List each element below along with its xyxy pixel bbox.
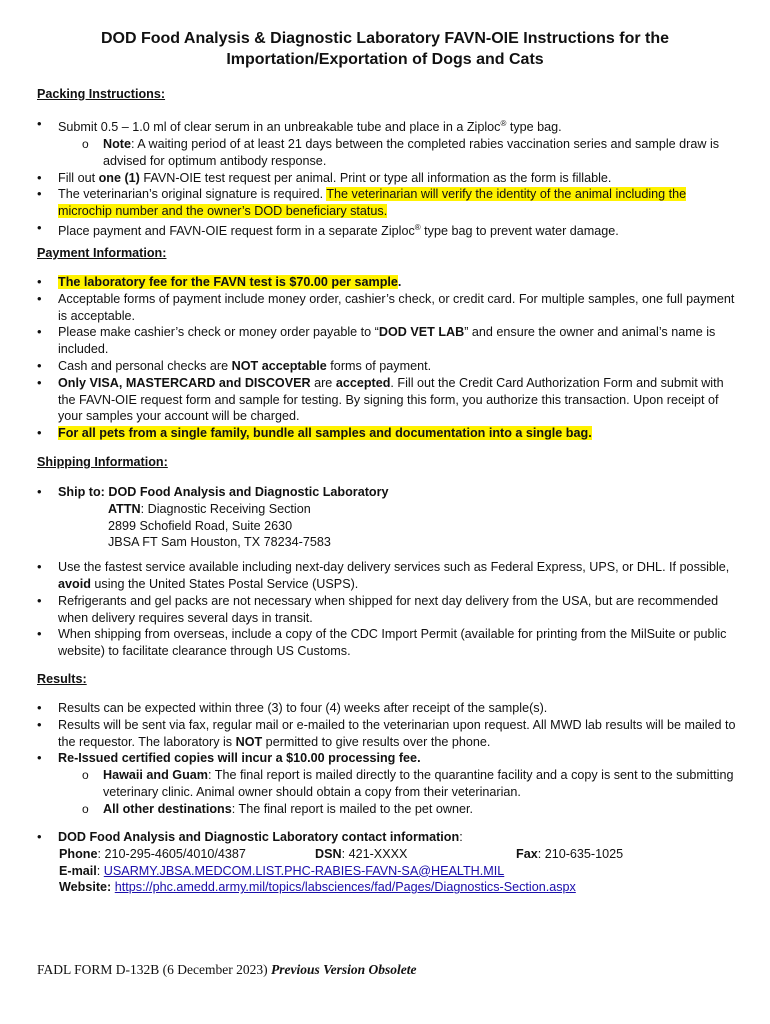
list-item: • Re-Issued certified copies will incur a $10.00 processing fee. o Hawaii and Guam: The final report is mailed directly to the quarantine facility and a copy is sent to the submitting veterinary clinic. Animal owner should obtain a copy from their veterinarian. o All other destinations: The final report is mailed to the pet owner. — [37, 750, 737, 817]
list-item: o Note: A waiting period of at least 21 days between the completed rabies vaccination series and sample draw is advised for optimum antibody response. — [58, 136, 737, 170]
list-item: • Results can be expected within three (3) to four (4) weeks after receipt of the sample(s). — [37, 700, 737, 717]
list-item: • Fill out one (1) FAVN-OIE test request per animal. Print or type all information as the form is fillable. — [37, 170, 737, 187]
results-list — [37, 700, 737, 818]
list-item: • Cash and personal checks are NOT acceptable forms of payment. — [37, 358, 737, 375]
list-item: • Ship to: DOD Food Analysis and Diagnostic Laboratory ATTN: Diagnostic Receiving Section 2899 Schofield Road, Suite 2630 JBSA FT Sam Houston, TX 78234-7583 — [37, 484, 737, 551]
list-item: o All other destinations: The final report is mailed to the pet owner. — [58, 801, 737, 818]
list-item: • The laboratory fee for the FAVN test is $70.00 per sample. — [37, 274, 737, 291]
contact-info: Phone: 210-295-4605/4010/4387 DSN: 421-XXXX Fax: 210-635-1025 E-mail: USARMY.JBSA.MEDCOM.LIST.PHC-RABIES-FAVN-SA@HEALTH.MIL Website: https://phc.amedd.army.mil/topics/labsciences/fad/Pages/Diagnostics-Section.aspx — [59, 846, 624, 895]
list-item: • Submit 0.5 – 1.0 ml of clear serum in an unbreakable tube and place in a Ziploc® type bag. o Note: A waiting period of at least 21 days between the completed rabies vaccination series and sample draw is advised for optimum antibody response. — [37, 116, 737, 170]
form-footer: FADL FORM D-132B (6 December 2023) Previous Version Obsolete — [37, 962, 417, 977]
shipping-address: ATTN: Diagnostic Receiving Section 2899 Schofield Road, Suite 2630 JBSA FT Sam Houston, TX 78234-7583 — [108, 501, 331, 550]
list-item: • The veterinarian’s original signature is required. The veterinarian will verify the identity of the animal including the microchip number and the owner’s DOD beneficiary status. — [37, 186, 737, 220]
payment-list — [37, 274, 737, 442]
contact-list — [37, 829, 737, 896]
list-item: • Acceptable forms of payment include money order, cashier’s check, or credit card. For multiple samples, one full payment is acceptable. — [37, 291, 737, 325]
list-item: • DOD Food Analysis and Diagnostic Laboratory contact information: Phone: 210-295-4605/4010/4387 DSN: 421-XXXX Fax: 210-635-1025 E-mail: USARMY.JBSA.MEDCOM.LIST.PHC-RABIES-FAVN-SA@HEALTH.MIL Website: https://phc.amedd.army.mil/topics/labsciences/fad/Pages/Diagnostics-Section.aspx — [37, 829, 737, 896]
list-item: • Place payment and FAVN-OIE request form in a separate Ziploc® type bag to prevent water damage. — [37, 220, 737, 240]
results-heading: Results: — [37, 672, 87, 686]
shipping-list — [37, 484, 737, 660]
list-item: • Only VISA, MASTERCARD and DISCOVER are accepted. Fill out the Credit Card Authorization Form and submit with the FAVN-OIE request form and sample for testing. By signing this form, you authorize this transaction. Upon receipt of your samples your account will be charged. — [37, 375, 737, 425]
packing-list — [37, 116, 737, 240]
list-item: o Hawaii and Guam: The final report is mailed directly to the quarantine facility and a copy is sent to the submitting veterinary clinic. Animal owner should obtain a copy from their veterinarian. — [58, 767, 737, 801]
shipping-heading: Shipping Information: — [37, 455, 168, 469]
list-item: • When shipping from overseas, include a copy of the CDC Import Permit (available for printing from the MilSuite or public website) to facilitate clearance through US Customs. — [37, 626, 737, 660]
list-item: • Use the fastest service available including next-day delivery services such as Federal Express, UPS, or DHL. If possible, avoid using the United States Postal Service (USPS). — [37, 559, 737, 593]
email-link[interactable]: USARMY.JBSA.MEDCOM.LIST.PHC-RABIES-FAVN-SA@HEALTH.MIL — [103, 863, 505, 878]
packing-heading: Packing Instructions: — [37, 87, 166, 101]
website-link[interactable]: https://phc.amedd.army.mil/topics/labsciences/fad/Pages/Diagnostics-Section.aspx — [114, 880, 576, 895]
payment-heading: Payment Information: — [37, 246, 167, 260]
list-item: • For all pets from a single family, bundle all samples and documentation into a single bag. — [37, 425, 737, 442]
document-title: DOD Food Analysis & Diagnostic Laboratory FAVN-OIE Instructions for the Importation/Exportation of Dogs and Cats — [100, 30, 670, 68]
list-item: • Please make cashier’s check or money order payable to “DOD VET LAB” and ensure the owner and animal’s name is included. — [37, 324, 737, 358]
list-item: • Refrigerants and gel packs are not necessary when shipped for next day delivery from the USA, but are recommended when delivery requires several days in transit. — [37, 593, 737, 627]
list-item: • Results will be sent via fax, regular mail or e-mailed to the veterinarian upon request. All MWD lab results will be mailed to the requestor. The laboratory is NOT permitted to give results over the phone. — [37, 717, 737, 751]
